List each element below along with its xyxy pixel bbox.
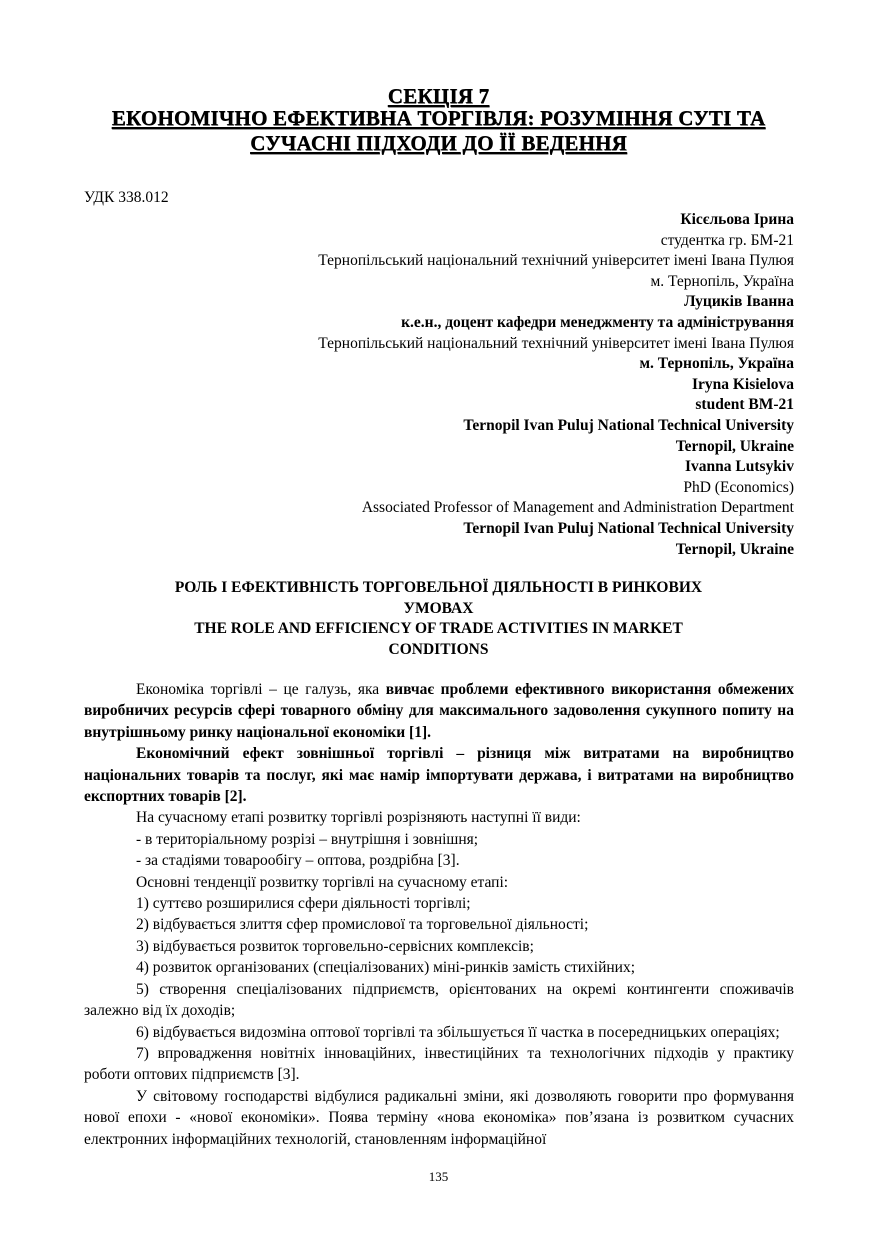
- section-number: СЕКЦІЯ 7: [387, 84, 490, 108]
- list-item: 6) відбувається видозміна оптової торгівлі та збільшується її частка в посередницьких операціях;: [136, 1023, 780, 1041]
- paragraph-text: Економіка торгівлі – це галузь, яка: [136, 681, 386, 698]
- heading-en-line-2: CONDITIONS: [388, 640, 489, 658]
- author-position: Associated Professor of Management and Administration Department: [361, 499, 794, 517]
- author-affiliation: Ternopil Ivan Puluj National Technical University: [463, 519, 794, 537]
- paragraph: Економічний ефект зовнішньої торгівлі – різниця між витратами на виробництво національних товарів та послуг, які має намір імпортувати держава, і витратами на виробництво експортних товарів [2].: [84, 745, 794, 806]
- author-affiliation: Тернопільський національний технічний університет імені Івана Пулюя: [318, 252, 794, 270]
- author-location: м. Тернопіль, Україна: [650, 272, 794, 290]
- author-name: Ivanna Lutsykiv: [685, 458, 794, 476]
- article-body: [84, 679, 794, 1150]
- author-position: к.е.н., доцент кафедри менеджменту та адміністрування: [401, 313, 794, 331]
- list-item: 7) впровадження новітніх інноваційних, інвестиційних та технологічних підходів у практику роботи оптових підприємств [3].: [84, 1044, 794, 1084]
- list-item: 3) відбувається розвиток торговельно-сервісних комплексів;: [136, 937, 534, 955]
- section-title-line-1: ЕКОНОМІЧНО ЕФЕКТИВНА ТОРГІВЛЯ: РОЗУМІННЯ СУТІ ТА: [111, 106, 766, 130]
- list-item: 4) розвиток організованих (спеціалізованих) міні-ринків замість стихійних;: [136, 959, 636, 977]
- list-item: - в територіальному розрізі – внутрішня і зовнішня;: [136, 830, 479, 848]
- udc-code: УДК 338.012: [84, 189, 169, 206]
- paragraph: Основні тенденції розвитку торгівлі на сучасному етапі:: [136, 873, 509, 891]
- author-location: м. Тернопіль, Україна: [639, 355, 794, 373]
- heading-ua-line-2: УМОВАХ: [403, 599, 474, 617]
- article-heading: [0, 578, 877, 660]
- section-title-line-2: СУЧАСНІ ПІДХОДИ ДО ЇЇ ВЕДЕННЯ: [250, 131, 627, 155]
- list-item: 5) створення спеціалізованих підприємств, орієнтованих на окремі контингенти споживачів залежно від їх доходів;: [84, 980, 794, 1020]
- author-name: Кісєльова Ірина: [680, 211, 794, 228]
- paragraph: [84, 679, 794, 743]
- page-number: 135: [428, 1169, 449, 1184]
- list-item: 1) суттєво розширилися сфери діяльності торгівлі;: [136, 895, 471, 913]
- heading-en-line-1: THE ROLE AND EFFICIENCY OF TRADE ACTIVITIES IN MARKET: [194, 620, 683, 637]
- author-position: студентка гр. БМ-21: [660, 231, 794, 249]
- paragraph-bold-text: вивчає проблеми ефективного використання обмежених виробничих ресурсів сфері товарного обміну для максимального задоволення сукупного попиту на внутрішньому ринку національної економіки [1].: [84, 681, 795, 741]
- list-item: 2) відбувається злиття сфер промислової та торговельної діяльності;: [136, 916, 589, 934]
- author-affiliation: Ternopil Ivan Puluj National Technical University: [463, 416, 794, 434]
- author-degree: PhD (Economics): [683, 478, 794, 496]
- author-position: student BM-21: [695, 396, 794, 414]
- paragraph: У світовому господарстві відбулися радикальні зміни, які дозволяють говорити про формування нової епохи - «нової економіки». Поява терміну «нова економіка» пов’язана із розвитком сучасних електронних інформаційних технологій, становленням інформаційної: [84, 1087, 794, 1148]
- author-name: Луциків Іванна: [683, 293, 794, 311]
- heading-ua-line-1: РОЛЬ І ЕФЕКТИВНІСТЬ ТОРГОВЕЛЬНОЇ ДІЯЛЬНОСТІ В РИНКОВИХ: [174, 579, 703, 596]
- list-item: - за стадіями товарообігу – оптова, роздрібна [3].: [136, 852, 460, 870]
- author-affiliation: Тернопільський національний технічний університет імені Івана Пулюя: [318, 334, 794, 352]
- author-block: [318, 210, 794, 560]
- author-location: Ternopil, Ukraine: [675, 540, 794, 558]
- author-location: Ternopil, Ukraine: [675, 437, 794, 455]
- author-name: Iryna Kisielova: [691, 375, 794, 393]
- paragraph: На сучасному етапі розвитку торгівлі розрізняють наступні її види:: [136, 809, 581, 827]
